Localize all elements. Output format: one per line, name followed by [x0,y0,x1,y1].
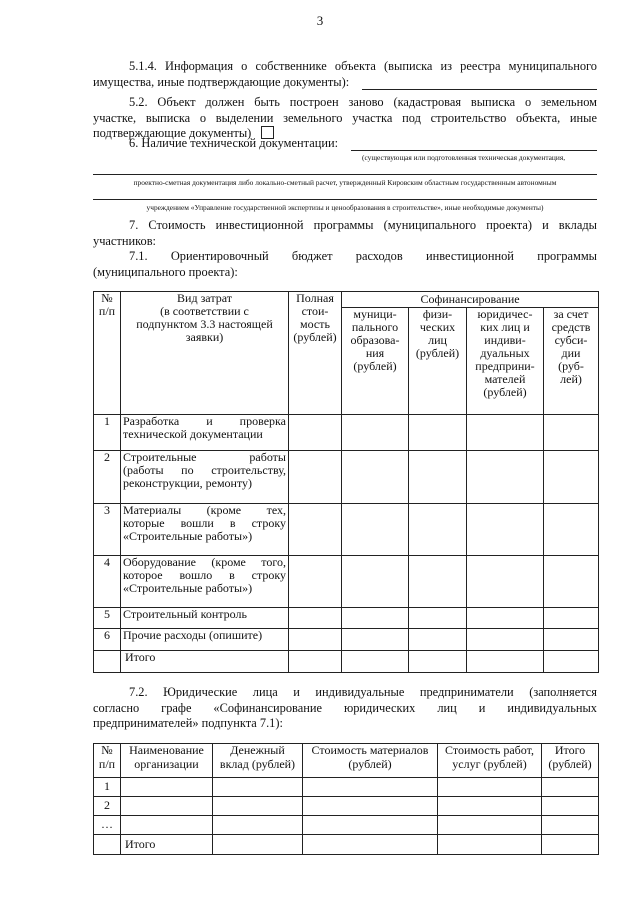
total-row [94,651,599,673]
header-materials-cost: Стоимость материалов (рублей) [303,744,438,778]
table-row: 4 Оборудование (кроме того, которое вошло в строку «Строительные работы») [94,556,599,608]
tech-doc-hint-3: учреждением «Управление государственной экспертизы и ценообразования в строительстве», иные необходимые документы) [146,203,544,212]
tech-doc-fill-line-3 [93,199,597,200]
header-cost-type: Вид затрат (в соответствии с подпунктом 3.3 настоящей заявки) [121,292,289,415]
section-5-2-line1: 5.2. Объект должен быть построен заново (кадастровая выписка о земельном [129,95,597,109]
section-7-line1: 7. Стоимость инвестиционной программы (муниципального проекта) и вклады [129,218,597,232]
header-municipal: муници- пального образова- ния (рублей) [342,308,409,415]
tech-doc-hint-1: (существующая или подготовленная техническая документация, [362,153,566,162]
section-5-2-line2: участке, выписка о выделении земельного участка под строительство объекта, иные [93,110,597,125]
header-no: № п/п [94,292,121,415]
header-subsidy: за счет средств субси- дии (руб- лей) [544,308,599,415]
table-row: 1 [94,778,599,797]
section-5-2-line3: подтверждающие документы) [93,126,252,141]
table-row: 1 Разработка и проверка технической документации [94,415,599,451]
total-label: Итого [121,651,289,673]
section-7 [93,218,597,280]
table-row: 3 Материалы (кроме тех, которые вошли в строку «Строительные работы») [94,504,599,556]
header-total-cost: Полная стои- мость (рублей) [289,292,342,415]
section-7-2-line1: 7.2. Юридические лица и индивидуальные предприниматели (заполняется [129,685,597,699]
header-works-cost: Стоимость работ, услуг (рублей) [438,744,542,778]
owner-info-fill-line [362,89,597,90]
section-6-label: 6. Наличие технической документации: [129,136,339,150]
section-7-2 [93,685,597,732]
table-row: 6 Прочие расходы (опишите) [94,629,599,651]
section-7-line2: участников: [93,233,156,248]
section-5-1-4-line1: 5.1.4. Информация о собственнике объекта (выписка из реестра муниципального [129,59,597,73]
section-5-1-4 [93,59,597,90]
table-row: 2 Строительные работы (работы по строительству, реконструкции, ремонту) [94,451,599,504]
header-cash-contribution: Денежный вклад (рублей) [213,744,303,778]
section-5-2 [93,95,597,142]
tech-doc-fill-line [351,150,597,151]
budget-table [93,291,599,673]
tech-doc-fill-line-2 [93,174,597,175]
section-5-1-4-line2: имущества, иные подтверждающие документы): [93,74,350,89]
section-7-2-line3: предпринимателей» подпункта 7.1): [93,716,283,731]
section-7-1-line2: (муниципального проекта): [93,264,238,279]
table-row: 5 Строительный контроль [94,608,599,629]
table-row: … [94,816,599,835]
section-7-1-line1: 7.1. Ориентировочный бюджет расходов инвестиционной программы [129,249,597,264]
header-individuals: физи- ческих лиц (рублей) [409,308,467,415]
participants-table [93,743,599,855]
table-row: 2 [94,797,599,816]
section-7-2-line2: согласно графе «Софинансирование юридических лиц и индивидуальных [93,700,597,715]
header-total: Итого (рублей) [542,744,599,778]
header-no: № п/п [94,744,121,778]
header-cofinancing: Софинансирование [342,292,599,308]
tech-doc-hint-2: проектно-сметная документация либо локально-сметный расчет, утвержденный Кировским областным государственным автономным [133,178,557,187]
header-organization: Наименование организации [121,744,213,778]
total-row [94,835,599,855]
header-legal-entities: юридичес- ких лиц и индиви- дуальных предприни- мателей (рублей) [467,308,544,415]
total-label: Итого [121,835,213,855]
page-number: 3 [316,13,324,28]
